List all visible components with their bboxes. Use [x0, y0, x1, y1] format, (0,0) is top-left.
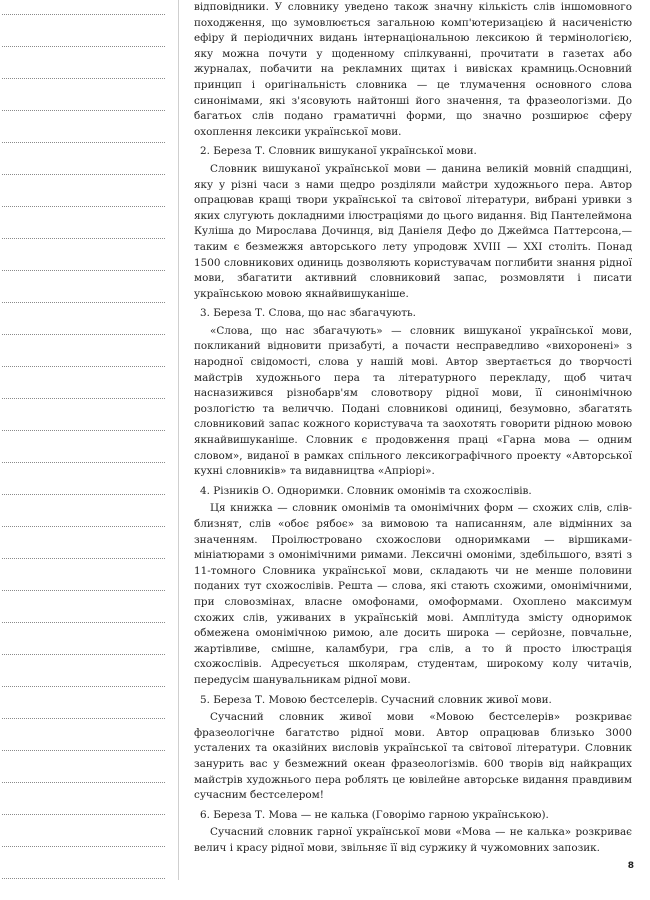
note-line [2, 46, 165, 47]
note-line [2, 750, 165, 751]
note-line [2, 814, 165, 815]
note-line [2, 590, 165, 591]
entry-text: Словник вишуканої української мови — данина великій мовній спадщині, яку у різні часи з нами щедро розділяли майстри художнього пера. Автор опрацював кращі твори української та світової літератури, вибрані уривки з яких слугують докладними ілюстраціями до цього видання. Від Пантелеймона Куліша до Мирослава Дочинця, від Даніеля Дефо до Джеймса Паттерсона,— таким є безмежжя авторського лету упродовж XVIII — XXI століть. Понад 1500 словникових одиниць дозволяють користувачам поглибити знання рідної мови, збагатити активний словниковий запас, розмовляти і писати українською мовою якнайвишуканіше. [194, 162, 632, 300]
intro-paragraph: відповідники. У словнику уведено також значну кількість слів іншомовного походження, що зумовлюється загальною комп'ютеризацією й насиченістю ефіру й періодичних видань інтернаціональною лексикою й термінологією, яку можна почути у щоденному спілкуванні, прочитати в газетах або журналах, побачити на рекламних щитах і вивісках крамниць.Основний принцип і оригінальність словника — це тлумачення основного слова синонімами, які з'ясовують найтонші його значення, та фразеологізми. До багатьох слів подано граматичні форми, що значно розширює сферу охоплення лексики української мови. [194, 1, 632, 138]
note-line [2, 78, 165, 79]
entry-text: Сучасний словник живої мови «Мовою бестселерів» розкриває фразеологічне багатство рідної мови. Автор опрацював близько 3000 усталених та оказійних висловів української та світової літератури. Словник занурить вас у безмежний океан фразеологізмів. 600 творів від найкращих майстрів художнього пера роблять це ювілейне авторське видання правдивим сучасним бестселером! [194, 711, 632, 802]
note-line [2, 686, 165, 687]
note-line [2, 142, 165, 143]
note-line [2, 782, 165, 783]
note-line [2, 206, 165, 207]
notes-margin [0, 0, 180, 900]
note-line [2, 718, 165, 719]
entry-text: Ця книжка — словник омонімів та омонімічних форм — схожих слів, слів-близнят, слів «обоє рябоє» за вимовою та написанням, але відмінних за значенням. Проілюстровано схожослови одноримками — віршиками-мініатюрами з омонімічними римами. Лексичні омоніми, здебільшого, взяті з 11-томного Словника української мови, складають чи не менше половини поданих тут схожослівів. Решта — слова, які стають схожими, омонімічними, при словозмінах, власне омофонами, омоформами. Охоплено максимум схожих слів, уживаних в українській мові. Амплітуда змісту одноримок обмежена омонімічною римою, але досить широка — серйозне, повчальне, жартівливе, смішне, каламбури, гра слів, а то й просто ілюстрація схожослівів. Адресується школярам, студентам, широкому колу читачів, передусім шанувальникам рідної мови. [194, 502, 632, 686]
note-line [2, 238, 165, 239]
note-line [2, 14, 165, 15]
entry-text: Сучасний словник гарної української мови «Мова — не калька» розкриває велич і красу рідної мови, звільняє її від суржику й чужомовних запозик. [194, 826, 632, 854]
note-line [2, 270, 165, 271]
note-line [2, 654, 165, 655]
entry-heading: 5. Береза Т. Мовою бестселерів. Сучасний словник живої мови. [200, 693, 552, 706]
entry-heading: 2. Береза Т. Словник вишуканої української мови. [200, 145, 477, 158]
page-number: 8 [627, 861, 634, 871]
note-line [2, 302, 165, 303]
note-line [2, 846, 165, 847]
note-line [2, 366, 165, 367]
entry-heading: 4. Різників О. Одноримки. Словник омонімів та схожослівів. [200, 484, 532, 497]
note-line [2, 110, 165, 111]
note-line [2, 174, 165, 175]
margin-divider [178, 0, 179, 880]
note-line [2, 462, 165, 463]
main-text [194, 0, 632, 856]
note-line [2, 622, 165, 623]
note-line [2, 878, 165, 879]
note-line [2, 526, 165, 527]
entry-heading: 3. Береза Т. Слова, що нас збагачують. [200, 307, 416, 320]
entry-text: «Слова, що нас збагачують» — словник вишуканої української мови, покликаний відновити призабуті, а почасти несправедливо «вихоронені» з народної свідомості, слова у нашій мові. Автор звертається до творчості майстрів художнього пера та літературного перекладу, щоб читач насназижився різнобарв'ям словотвору рідної мови, її синонімічною розлогістю та величчю. Подані словникові одиниці, безумовно, збагатять словниковий запас кожного користувача та заохотять говорити рідною мовою якнайвишуканіше. Словник є продовження праці «Гарна мова — одним словом», виданої в рамках спільного лексикографічного проекту «Авторської кухні словників» та видавництва «Апріорі». [194, 324, 632, 478]
note-line [2, 558, 165, 559]
note-line [2, 398, 165, 399]
note-line [2, 334, 165, 335]
note-line [2, 494, 165, 495]
note-line [2, 430, 165, 431]
entry-heading: 6. Береза Т. Мова — не калька (Говорімо гарною українською). [200, 808, 549, 821]
